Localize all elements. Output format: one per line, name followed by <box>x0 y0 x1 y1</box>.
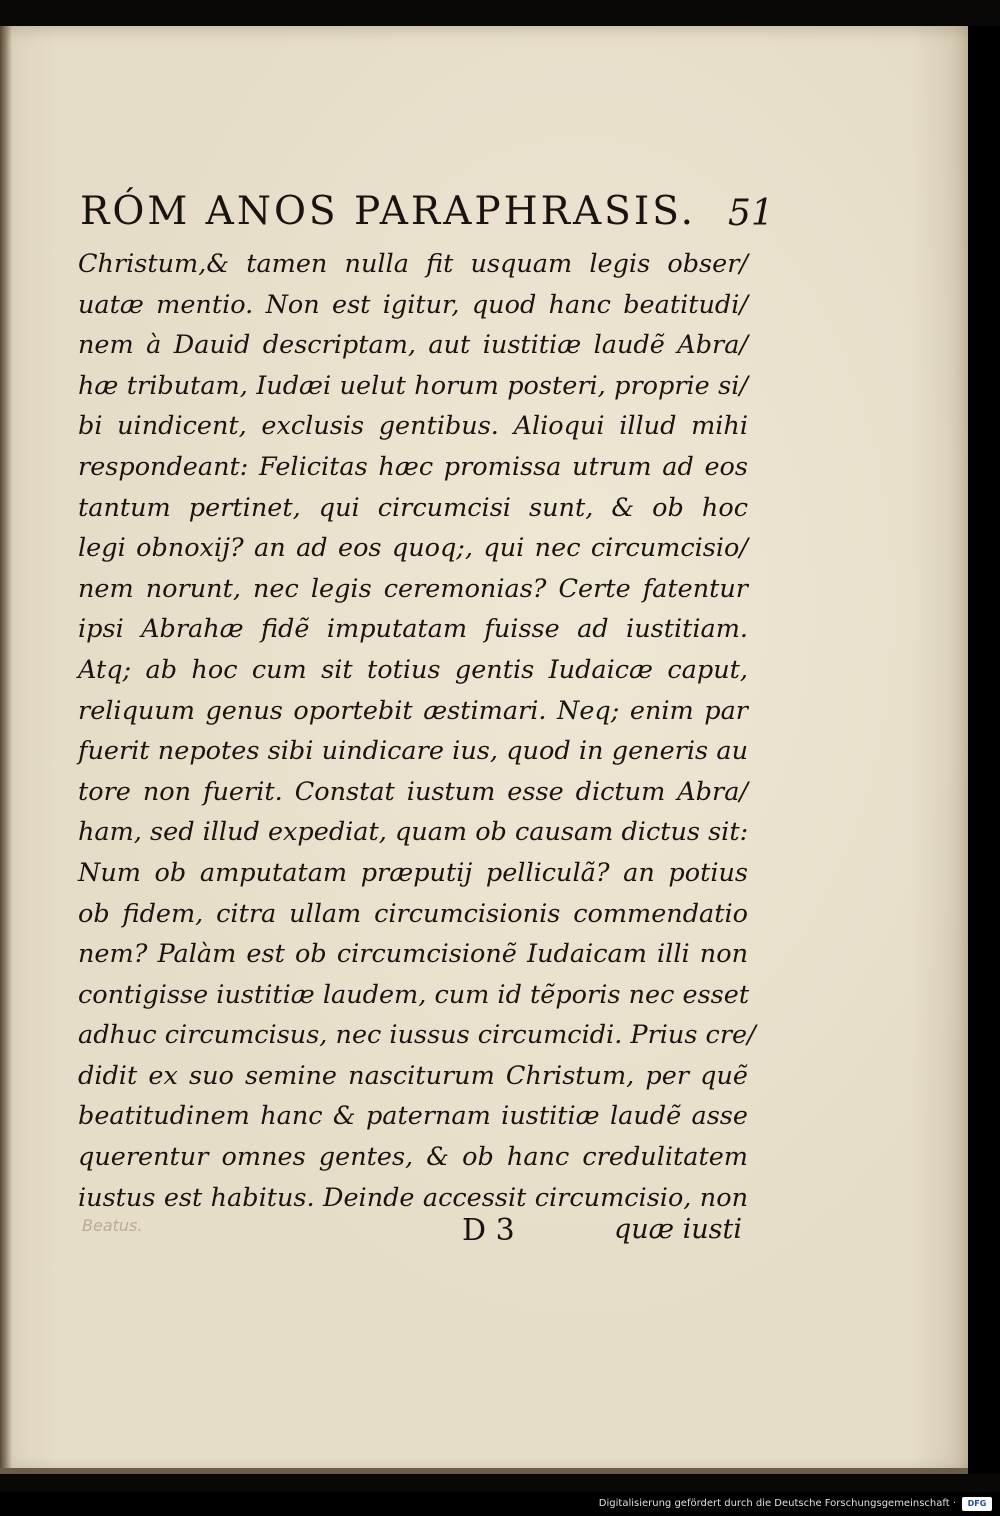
text-line: ipsi Abrahæ fidẽ imputatam fuisse ad iustitiam. <box>78 614 748 645</box>
text-line: iustus est habitus. Deinde accessit circumcisio, non <box>78 1182 748 1213</box>
folio-number: 51 <box>728 193 774 234</box>
page-gutter-shadow <box>0 26 12 1474</box>
body-text <box>78 244 756 1218</box>
page-bottom-edge <box>0 1468 968 1474</box>
text-line: tore non fuerit. Constat iustum esse dictum Abra/ <box>78 776 748 807</box>
signature-mark: D 3 <box>462 1213 515 1248</box>
text-line: Num ob amputatam præputij pelliculã? an potius <box>78 857 748 888</box>
text-line: Atq; ab hoc cum sit totius gentis Iudaicæ caput, <box>78 654 748 685</box>
catchword: quæ iusti <box>614 1214 742 1245</box>
running-head: RÓM ANOS PARAPHRASIS. <box>80 189 697 234</box>
text-line: Christum,& tamen nulla fit usquam legis obser/ <box>78 249 748 279</box>
text-line: beatitudinem hanc & paternam iustitiæ laudẽ asse <box>78 1101 748 1132</box>
text-line: hæ tributam, Iudæi uelut horum posteri, proprie si/ <box>78 370 748 401</box>
text-line: adhuc circumcisus, nec iussus circumcidi. Prius cre/ <box>78 1020 756 1051</box>
dfg-logo-icon: DFG <box>962 1497 992 1511</box>
text-line: uatæ mentio. Non est igitur, quod hanc beatitudi/ <box>78 289 748 320</box>
text-line: contigisse iustitiæ laudem, cum id tẽporis nec esset <box>78 979 750 1010</box>
text-line: nem norunt, nec legis ceremonias? Certe fatentur <box>78 573 748 604</box>
text-line: querentur omnes gentes, & ob hanc credulitatem <box>78 1142 748 1173</box>
text-line: fuerit nepotes sibi uindicare ius, quod in generis au <box>78 736 748 767</box>
text-line: nem à Dauid descriptam, aut iustitiæ laudẽ Abra/ <box>78 330 748 361</box>
page-right-edge <box>968 26 1000 1474</box>
text-line: nem? Palàm est ob circumcisionẽ Iudaicam illi non <box>78 939 748 970</box>
text-line: respondeant: Felicitas hæc promissa utrum ad eos <box>78 451 748 482</box>
text-line: ob fidem, citra ullam circumcisionis commendatio <box>78 898 748 929</box>
text-line: tantum pertinet, qui circumcisi sunt, & ob hoc <box>78 492 748 523</box>
credit-text: Digitalisierung gefördert durch die Deutsche Forschungsgemeinschaft · <box>598 1498 956 1509</box>
library-stamp: Beatus. <box>82 1216 143 1235</box>
text-line: bi uindicent, exclusis gentibus. Alioqui illud mihi <box>78 411 748 442</box>
text-line: ham, sed illud expediat, quam ob causam dictus sit: <box>78 817 749 848</box>
text-line: didit ex suo semine nasciturum Christum, per quẽ <box>78 1060 748 1091</box>
credit-bar <box>0 1492 1000 1516</box>
text-line: reliquum genus oportebit æstimari. Neq; enim par <box>78 695 748 726</box>
text-line: legi obnoxij? an ad eos quoq;, qui nec circumcisio/ <box>78 533 748 564</box>
